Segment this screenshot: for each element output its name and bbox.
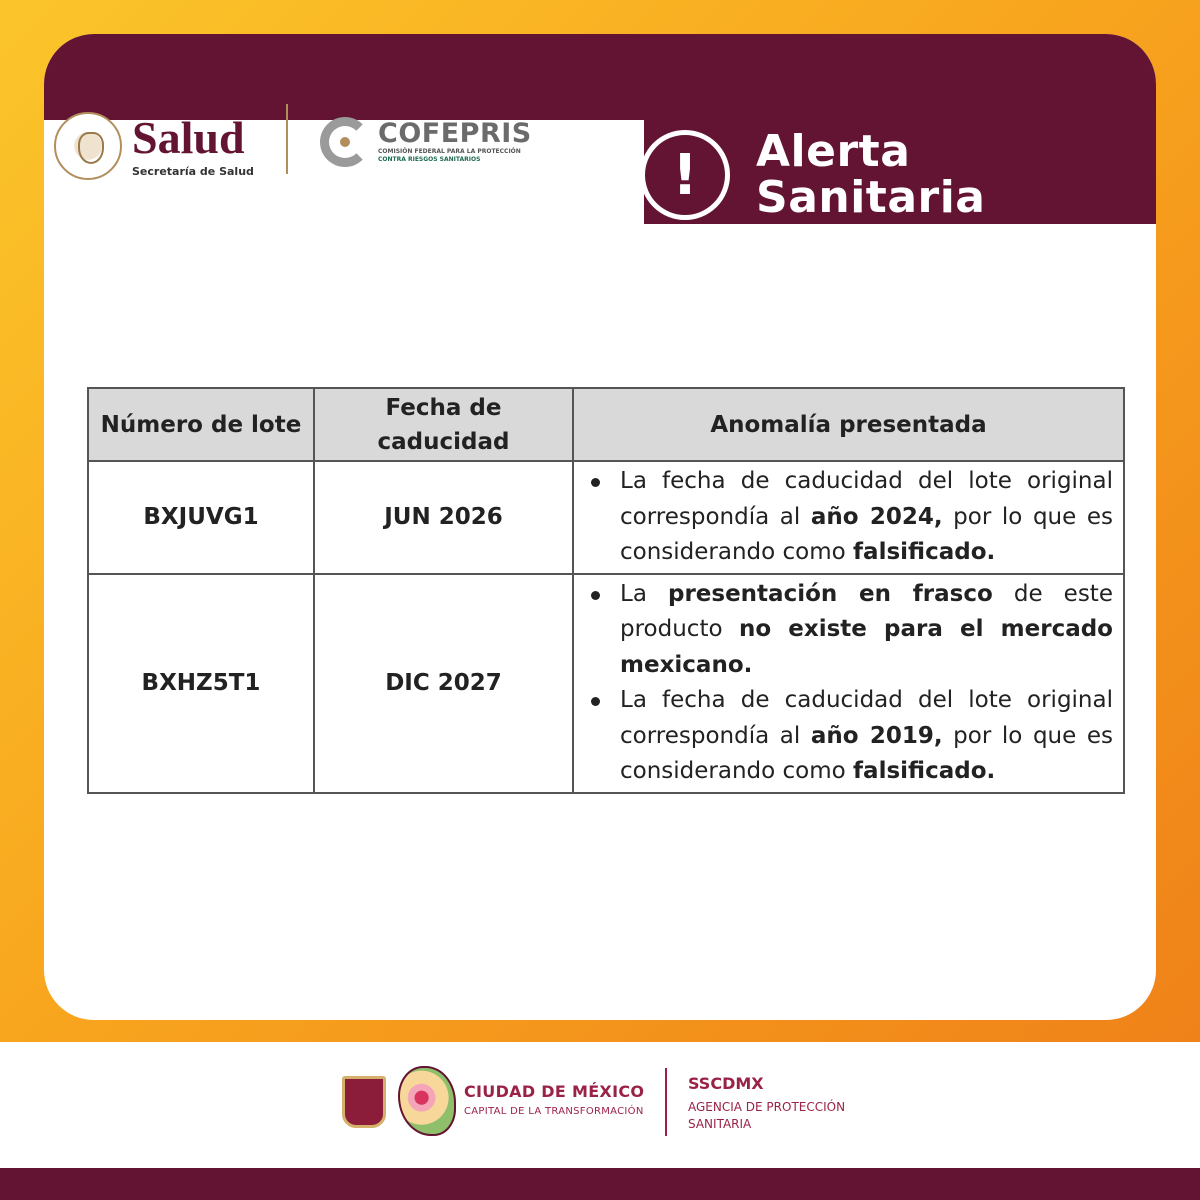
- cdmx-shield-icon: [342, 1076, 386, 1128]
- cell-fecha: DIC 2027: [314, 574, 573, 793]
- table-row: [88, 574, 1124, 793]
- cofepris-icon: [320, 117, 370, 167]
- cell-fecha: JUN 2026: [314, 461, 573, 574]
- cdmx-subtitle: CAPITAL DE LA TRANSFORMACIÓN: [464, 1106, 644, 1117]
- lot-table: [87, 387, 1125, 794]
- footer-bar: [0, 1042, 1200, 1168]
- salud-subtitle: Secretaría de Salud: [132, 164, 254, 178]
- agency-line-2: SANITARIA: [688, 1117, 752, 1131]
- agency-title: SSCDMX: [688, 1074, 764, 1093]
- cdmx-title: CIUDAD DE MÉXICO: [464, 1082, 645, 1101]
- footer-divider: [665, 1068, 667, 1136]
- anomaly-item: La fecha de caducidad del lote original correspondía al año 2019, por lo que es considerando como falsificado.: [588, 683, 1113, 790]
- salud-title: Salud: [132, 111, 245, 163]
- bottom-strip: [0, 1168, 1200, 1200]
- national-seal-icon: [54, 112, 122, 180]
- anomaly-item: La fecha de caducidad del lote original correspondía al año 2024, por lo que es considerando como falsificado.: [588, 464, 1113, 571]
- alert-title-line1: Alerta: [756, 126, 911, 177]
- alert-heading: [640, 126, 1156, 223]
- cell-anomalia: [573, 461, 1124, 574]
- table-row: [88, 461, 1124, 574]
- exclamation-icon: !: [640, 130, 730, 220]
- cofepris-logo: [320, 112, 550, 172]
- salud-logo: [54, 106, 289, 186]
- alert-title-line2: Sanitaria: [756, 172, 986, 223]
- cofepris-subtitle-1: COMISIÓN FEDERAL PARA LA PROTECCIÓN: [378, 148, 521, 155]
- cofepris-title: COFEPRIS: [378, 118, 532, 149]
- cell-lote: BXJUVG1: [88, 461, 314, 574]
- logo-divider: [286, 104, 288, 174]
- cell-lote: BXHZ5T1: [88, 574, 314, 793]
- header-lote: Número de lote: [88, 388, 314, 461]
- table-header-row: [88, 388, 1124, 461]
- header-anomalia: Anomalía presentada: [573, 388, 1124, 461]
- cell-anomalia: [573, 574, 1124, 793]
- header-fecha: Fecha de caducidad: [314, 388, 573, 461]
- agency-line-1: AGENCIA DE PROTECCIÓN: [688, 1100, 846, 1114]
- anomaly-item: La presentación en frasco de este producto no existe para el mercado mexicano.: [588, 577, 1113, 684]
- cofepris-subtitle-2: CONTRA RIESGOS SANITARIOS: [378, 156, 481, 163]
